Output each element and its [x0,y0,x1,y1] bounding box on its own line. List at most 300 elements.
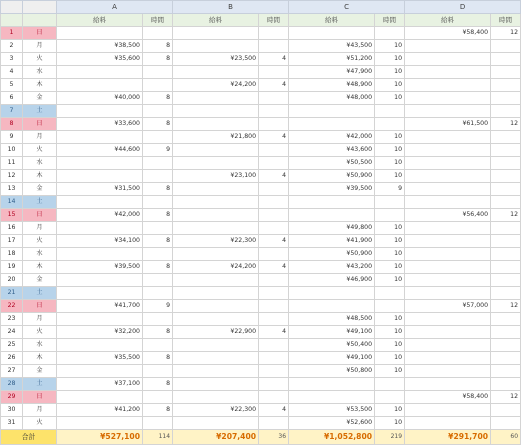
salary-cell-a[interactable]: ¥38,500 [57,40,143,53]
salary-cell-a[interactable] [57,248,143,261]
weekday-cell[interactable]: 月 [23,222,57,235]
hours-cell-c[interactable] [375,209,405,222]
salary-cell-d[interactable] [405,365,491,378]
salary-cell-d[interactable] [405,274,491,287]
salary-cell-d[interactable] [405,352,491,365]
hours-cell-b[interactable] [259,66,289,79]
salary-cell-d[interactable] [405,222,491,235]
salary-cell-c[interactable] [289,27,375,40]
salary-cell-a[interactable]: ¥44,600 [57,144,143,157]
hours-cell-c[interactable]: 10 [375,404,405,417]
hours-cell-c[interactable]: 10 [375,53,405,66]
salary-cell-a[interactable] [57,274,143,287]
hours-cell-d[interactable] [491,287,521,300]
day-number-cell[interactable]: 24 [1,326,23,339]
salary-cell-a[interactable]: ¥31,500 [57,183,143,196]
salary-cell-b[interactable] [173,157,259,170]
day-number-cell[interactable]: 9 [1,131,23,144]
salary-cell-d[interactable]: ¥56,400 [405,209,491,222]
hours-cell-a[interactable] [143,79,173,92]
weekday-cell[interactable]: 土 [23,105,57,118]
hours-cell-a[interactable]: 8 [143,183,173,196]
hours-cell-c[interactable]: 10 [375,92,405,105]
day-number-cell[interactable]: 28 [1,378,23,391]
hours-cell-d[interactable] [491,222,521,235]
hours-cell-a[interactable] [143,157,173,170]
salary-cell-c[interactable]: ¥49,100 [289,352,375,365]
weekday-cell[interactable]: 木 [23,79,57,92]
salary-cell-a[interactable]: ¥37,100 [57,378,143,391]
hours-cell-b[interactable] [259,105,289,118]
day-number-cell[interactable]: 14 [1,196,23,209]
hours-cell-d[interactable] [491,339,521,352]
hours-cell-a[interactable]: 8 [143,261,173,274]
hours-cell-d[interactable]: 12 [491,391,521,404]
hours-cell-d[interactable] [491,92,521,105]
hours-cell-a[interactable] [143,222,173,235]
salary-cell-c[interactable]: ¥52,600 [289,417,375,430]
hours-cell-c[interactable]: 10 [375,131,405,144]
hours-cell-c[interactable]: 10 [375,326,405,339]
hours-cell-b[interactable] [259,300,289,313]
weekday-cell[interactable]: 月 [23,131,57,144]
hours-cell-b[interactable] [259,222,289,235]
salary-cell-c[interactable] [289,391,375,404]
hours-cell-a[interactable] [143,313,173,326]
day-number-cell[interactable]: 2 [1,40,23,53]
salary-cell-d[interactable]: ¥58,400 [405,27,491,40]
salary-cell-b[interactable] [173,352,259,365]
hours-cell-c[interactable] [375,196,405,209]
weekday-cell[interactable]: 火 [23,53,57,66]
salary-cell-c[interactable]: ¥39,500 [289,183,375,196]
hours-cell-b[interactable]: 4 [259,170,289,183]
weekday-cell[interactable]: 木 [23,261,57,274]
weekday-cell[interactable]: 月 [23,404,57,417]
hours-cell-d[interactable]: 12 [491,300,521,313]
salary-cell-a[interactable] [57,27,143,40]
hours-header-c[interactable]: 時間 [375,14,405,27]
hours-cell-d[interactable]: 12 [491,209,521,222]
salary-cell-d[interactable] [405,313,491,326]
hours-cell-c[interactable]: 10 [375,339,405,352]
salary-cell-b[interactable] [173,300,259,313]
salary-cell-b[interactable] [173,339,259,352]
day-number-cell[interactable]: 29 [1,391,23,404]
column-header-d[interactable]: D [405,1,521,14]
weekday-cell[interactable]: 日 [23,300,57,313]
total-hours-a[interactable]: 114 [143,430,173,445]
salary-cell-d[interactable] [405,417,491,430]
salary-cell-a[interactable]: ¥41,700 [57,300,143,313]
weekday-cell[interactable]: 土 [23,287,57,300]
hours-cell-c[interactable] [375,27,405,40]
salary-cell-a[interactable] [57,313,143,326]
salary-cell-b[interactable] [173,66,259,79]
salary-cell-d[interactable] [405,131,491,144]
salary-cell-b[interactable] [173,365,259,378]
hours-cell-d[interactable] [491,235,521,248]
hours-cell-a[interactable] [143,27,173,40]
hours-cell-b[interactable] [259,417,289,430]
salary-cell-d[interactable] [405,248,491,261]
hours-cell-d[interactable] [491,274,521,287]
hours-cell-d[interactable] [491,183,521,196]
salary-cell-a[interactable]: ¥35,500 [57,352,143,365]
day-number-cell[interactable]: 23 [1,313,23,326]
weekday-cell[interactable]: 日 [23,391,57,404]
salary-cell-c[interactable] [289,378,375,391]
hours-cell-b[interactable]: 4 [259,79,289,92]
salary-cell-c[interactable]: ¥49,100 [289,326,375,339]
salary-cell-c[interactable]: ¥50,800 [289,365,375,378]
weekday-cell[interactable]: 土 [23,378,57,391]
day-number-cell[interactable]: 7 [1,105,23,118]
salary-cell-b[interactable] [173,92,259,105]
salary-header-a[interactable]: 給料 [57,14,143,27]
salary-cell-d[interactable]: ¥58,400 [405,391,491,404]
total-salary-b[interactable]: ¥207,400 [173,430,259,445]
salary-cell-b[interactable]: ¥22,300 [173,235,259,248]
hours-cell-c[interactable]: 10 [375,235,405,248]
salary-cell-b[interactable]: ¥23,500 [173,53,259,66]
salary-cell-c[interactable] [289,287,375,300]
weekday-cell[interactable]: 水 [23,248,57,261]
hours-cell-a[interactable] [143,339,173,352]
hours-cell-c[interactable]: 10 [375,274,405,287]
hours-cell-b[interactable] [259,365,289,378]
salary-cell-a[interactable]: ¥39,500 [57,261,143,274]
salary-cell-c[interactable]: ¥48,000 [289,92,375,105]
weekday-cell[interactable]: 日 [23,209,57,222]
hours-cell-d[interactable] [491,365,521,378]
salary-cell-a[interactable] [57,170,143,183]
hours-cell-c[interactable] [375,287,405,300]
salary-cell-c[interactable] [289,118,375,131]
hours-cell-d[interactable] [491,131,521,144]
hours-cell-c[interactable]: 10 [375,248,405,261]
salary-cell-c[interactable]: ¥43,200 [289,261,375,274]
salary-cell-d[interactable] [405,40,491,53]
salary-cell-c[interactable]: ¥50,400 [289,339,375,352]
salary-cell-a[interactable] [57,365,143,378]
salary-cell-c[interactable]: ¥53,500 [289,404,375,417]
hours-cell-c[interactable] [375,118,405,131]
day-number-cell[interactable]: 18 [1,248,23,261]
day-number-cell[interactable]: 6 [1,92,23,105]
column-header-a[interactable]: A [57,1,173,14]
salary-cell-c[interactable]: ¥43,500 [289,40,375,53]
salary-cell-d[interactable] [405,183,491,196]
salary-cell-a[interactable] [57,222,143,235]
hours-cell-a[interactable]: 9 [143,144,173,157]
hours-cell-b[interactable] [259,209,289,222]
hours-cell-d[interactable] [491,196,521,209]
hours-cell-d[interactable] [491,53,521,66]
salary-cell-c[interactable] [289,300,375,313]
hours-cell-b[interactable]: 4 [259,261,289,274]
salary-cell-c[interactable]: ¥43,600 [289,144,375,157]
salary-cell-b[interactable]: ¥24,200 [173,79,259,92]
corner-cell[interactable] [23,1,57,14]
column-header-c[interactable]: C [289,1,405,14]
salary-cell-d[interactable] [405,170,491,183]
hours-cell-c[interactable]: 10 [375,40,405,53]
hours-cell-a[interactable] [143,66,173,79]
weekday-cell[interactable]: 水 [23,66,57,79]
salary-cell-c[interactable] [289,105,375,118]
hours-cell-c[interactable]: 10 [375,157,405,170]
hours-cell-b[interactable] [259,157,289,170]
hours-cell-d[interactable] [491,144,521,157]
weekday-cell[interactable]: 火 [23,235,57,248]
hours-cell-d[interactable] [491,170,521,183]
salary-cell-a[interactable] [57,287,143,300]
salary-cell-b[interactable] [173,40,259,53]
hours-cell-b[interactable] [259,92,289,105]
hours-cell-b[interactable] [259,248,289,261]
weekday-cell[interactable]: 土 [23,196,57,209]
hours-cell-a[interactable] [143,196,173,209]
salary-cell-a[interactable] [57,105,143,118]
salary-cell-d[interactable] [405,79,491,92]
salary-cell-c[interactable]: ¥50,900 [289,170,375,183]
weekday-cell[interactable]: 火 [23,144,57,157]
salary-cell-a[interactable] [57,417,143,430]
day-number-cell[interactable]: 4 [1,66,23,79]
weekday-cell[interactable]: 水 [23,339,57,352]
hours-cell-a[interactable]: 8 [143,209,173,222]
salary-cell-d[interactable] [405,92,491,105]
salary-cell-c[interactable]: ¥42,000 [289,131,375,144]
salary-cell-b[interactable] [173,27,259,40]
salary-cell-b[interactable] [173,196,259,209]
salary-cell-b[interactable] [173,222,259,235]
salary-cell-d[interactable] [405,235,491,248]
hours-cell-c[interactable]: 10 [375,352,405,365]
salary-cell-a[interactable]: ¥35,600 [57,53,143,66]
total-label[interactable]: 合計 [1,430,57,445]
hours-cell-a[interactable] [143,391,173,404]
salary-cell-a[interactable] [57,157,143,170]
salary-cell-d[interactable] [405,157,491,170]
weekday-cell[interactable]: 金 [23,183,57,196]
total-salary-a[interactable]: ¥527,100 [57,430,143,445]
weekday-cell[interactable]: 火 [23,326,57,339]
salary-cell-c[interactable]: ¥47,900 [289,66,375,79]
hours-cell-a[interactable]: 8 [143,53,173,66]
hours-cell-b[interactable]: 4 [259,131,289,144]
day-number-cell[interactable]: 17 [1,235,23,248]
day-number-cell[interactable]: 25 [1,339,23,352]
salary-cell-c[interactable]: ¥51,200 [289,53,375,66]
weekday-cell[interactable]: 火 [23,417,57,430]
weekday-cell[interactable]: 水 [23,157,57,170]
hours-cell-d[interactable] [491,40,521,53]
salary-header-d[interactable]: 給料 [405,14,491,27]
hours-cell-a[interactable]: 8 [143,235,173,248]
hours-cell-c[interactable] [375,105,405,118]
day-number-cell[interactable]: 11 [1,157,23,170]
hours-cell-a[interactable]: 8 [143,352,173,365]
sub-header-blank[interactable] [23,14,57,27]
hours-cell-b[interactable] [259,391,289,404]
salary-cell-d[interactable] [405,196,491,209]
hours-cell-a[interactable] [143,365,173,378]
salary-cell-b[interactable]: ¥22,900 [173,326,259,339]
day-number-cell[interactable]: 8 [1,118,23,131]
salary-cell-d[interactable]: ¥61,500 [405,118,491,131]
hours-cell-a[interactable]: 9 [143,300,173,313]
weekday-cell[interactable]: 木 [23,170,57,183]
hours-cell-d[interactable] [491,404,521,417]
hours-cell-b[interactable] [259,352,289,365]
weekday-cell[interactable]: 日 [23,118,57,131]
salary-header-b[interactable]: 給料 [173,14,259,27]
weekday-cell[interactable]: 月 [23,40,57,53]
hours-cell-a[interactable] [143,274,173,287]
hours-cell-a[interactable]: 8 [143,118,173,131]
hours-cell-b[interactable] [259,183,289,196]
day-number-cell[interactable]: 22 [1,300,23,313]
hours-cell-d[interactable] [491,326,521,339]
hours-cell-a[interactable] [143,248,173,261]
salary-cell-b[interactable] [173,313,259,326]
weekday-cell[interactable]: 月 [23,313,57,326]
salary-cell-d[interactable] [405,66,491,79]
salary-cell-a[interactable]: ¥40,000 [57,92,143,105]
hours-cell-b[interactable]: 4 [259,235,289,248]
column-header-b[interactable]: B [173,1,289,14]
hours-cell-d[interactable] [491,417,521,430]
day-number-cell[interactable]: 27 [1,365,23,378]
hours-cell-c[interactable]: 10 [375,365,405,378]
salary-cell-a[interactable] [57,131,143,144]
hours-cell-c[interactable]: 10 [375,66,405,79]
weekday-cell[interactable]: 金 [23,274,57,287]
day-number-cell[interactable]: 26 [1,352,23,365]
day-number-cell[interactable]: 3 [1,53,23,66]
hours-cell-a[interactable]: 8 [143,378,173,391]
hours-cell-b[interactable] [259,287,289,300]
hours-cell-d[interactable] [491,157,521,170]
salary-cell-d[interactable] [405,144,491,157]
salary-cell-c[interactable]: ¥50,900 [289,248,375,261]
salary-header-c[interactable]: 給料 [289,14,375,27]
hours-cell-b[interactable] [259,313,289,326]
salary-cell-c[interactable]: ¥41,900 [289,235,375,248]
day-number-cell[interactable]: 12 [1,170,23,183]
day-number-cell[interactable]: 16 [1,222,23,235]
day-number-cell[interactable]: 10 [1,144,23,157]
hours-cell-a[interactable]: 8 [143,92,173,105]
hours-header-d[interactable]: 時間 [491,14,521,27]
salary-cell-b[interactable] [173,274,259,287]
hours-cell-a[interactable] [143,131,173,144]
hours-cell-a[interactable]: 8 [143,404,173,417]
salary-cell-d[interactable] [405,261,491,274]
salary-cell-b[interactable]: ¥24,200 [173,261,259,274]
salary-cell-a[interactable]: ¥42,000 [57,209,143,222]
hours-cell-d[interactable] [491,352,521,365]
hours-cell-c[interactable]: 10 [375,144,405,157]
hours-cell-a[interactable] [143,417,173,430]
day-number-cell[interactable]: 21 [1,287,23,300]
hours-cell-d[interactable]: 12 [491,118,521,131]
hours-cell-b[interactable] [259,144,289,157]
salary-cell-d[interactable]: ¥57,000 [405,300,491,313]
salary-cell-b[interactable]: ¥22,300 [173,404,259,417]
hours-cell-d[interactable] [491,105,521,118]
day-number-cell[interactable]: 31 [1,417,23,430]
hours-cell-b[interactable]: 4 [259,404,289,417]
total-salary-c[interactable]: ¥1,052,800 [289,430,375,445]
salary-cell-b[interactable] [173,378,259,391]
salary-cell-b[interactable] [173,209,259,222]
salary-cell-d[interactable] [405,53,491,66]
hours-cell-b[interactable] [259,274,289,287]
weekday-cell[interactable]: 日 [23,27,57,40]
weekday-cell[interactable]: 金 [23,92,57,105]
hours-cell-b[interactable] [259,27,289,40]
hours-cell-a[interactable] [143,287,173,300]
salary-cell-b[interactable]: ¥21,800 [173,131,259,144]
total-salary-d[interactable]: ¥291,700 [405,430,491,445]
hours-cell-a[interactable] [143,105,173,118]
salary-cell-d[interactable] [405,404,491,417]
day-number-cell[interactable]: 20 [1,274,23,287]
hours-cell-b[interactable] [259,196,289,209]
total-hours-b[interactable]: 36 [259,430,289,445]
hours-header-a[interactable]: 時間 [143,14,173,27]
hours-cell-c[interactable]: 10 [375,222,405,235]
salary-cell-a[interactable]: ¥33,600 [57,118,143,131]
day-number-cell[interactable]: 5 [1,79,23,92]
salary-cell-c[interactable]: ¥48,900 [289,79,375,92]
salary-cell-c[interactable]: ¥50,500 [289,157,375,170]
hours-cell-a[interactable] [143,170,173,183]
salary-cell-b[interactable] [173,417,259,430]
hours-cell-d[interactable] [491,248,521,261]
hours-cell-d[interactable] [491,66,521,79]
salary-cell-a[interactable]: ¥41,200 [57,404,143,417]
salary-cell-b[interactable] [173,287,259,300]
salary-cell-d[interactable] [405,339,491,352]
total-hours-d[interactable]: 60 [491,430,521,445]
hours-cell-b[interactable] [259,378,289,391]
hours-cell-d[interactable] [491,79,521,92]
hours-cell-c[interactable]: 10 [375,313,405,326]
hours-cell-b[interactable] [259,40,289,53]
hours-cell-d[interactable] [491,378,521,391]
sub-header-blank[interactable] [1,14,23,27]
hours-cell-c[interactable] [375,378,405,391]
salary-cell-c[interactable]: ¥49,800 [289,222,375,235]
salary-cell-a[interactable]: ¥32,200 [57,326,143,339]
weekday-cell[interactable]: 木 [23,352,57,365]
total-hours-c[interactable]: 219 [375,430,405,445]
hours-cell-c[interactable]: 10 [375,261,405,274]
day-number-cell[interactable]: 15 [1,209,23,222]
day-number-cell[interactable]: 1 [1,27,23,40]
hours-cell-b[interactable]: 4 [259,326,289,339]
hours-cell-a[interactable]: 8 [143,326,173,339]
salary-cell-c[interactable] [289,209,375,222]
salary-cell-b[interactable] [173,248,259,261]
hours-cell-c[interactable] [375,391,405,404]
salary-cell-d[interactable] [405,326,491,339]
hours-cell-c[interactable]: 10 [375,170,405,183]
